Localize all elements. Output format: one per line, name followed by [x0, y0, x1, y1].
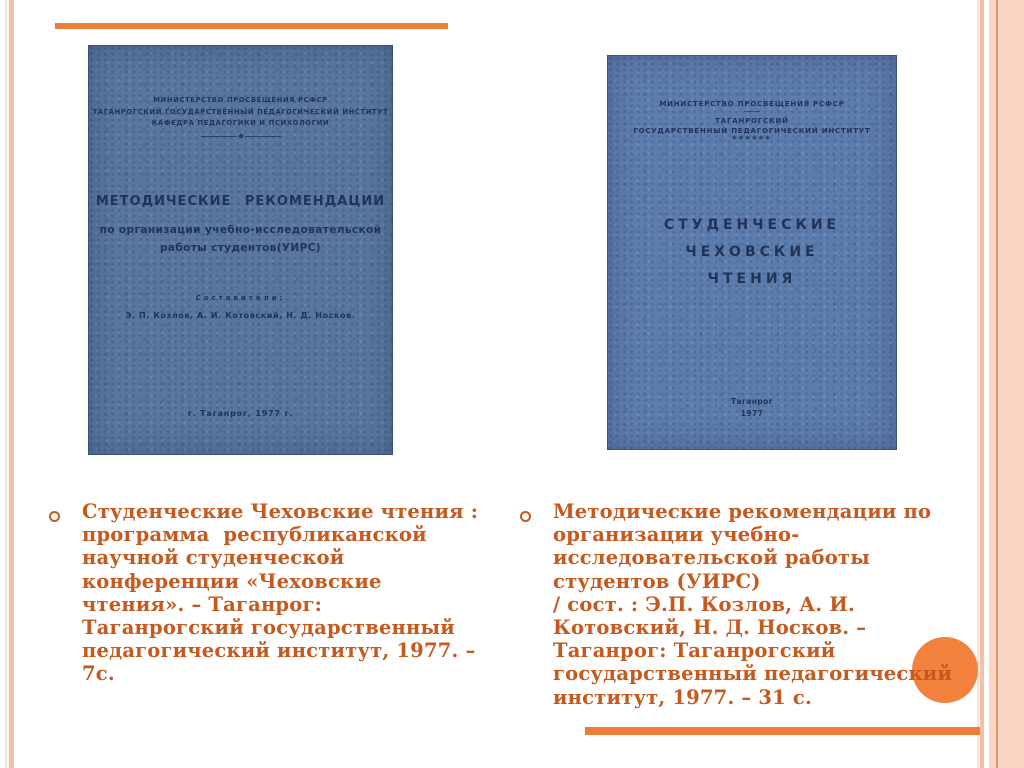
citation-line: программа республиканской	[82, 523, 427, 547]
top-accent-bar	[55, 23, 448, 29]
citation-line: Методические рекомендации по	[553, 500, 932, 523]
citation-line: Таганрогский государственный	[82, 616, 455, 640]
citation-right	[553, 500, 955, 709]
citation-line: конференции «Чеховские	[82, 569, 382, 593]
citation-line: Студенческие Чеховские чтения :	[82, 500, 479, 523]
cover-right-header-line: ТАГАНРОГСКИЙ	[715, 117, 789, 125]
citation-line: организации учебно-	[553, 523, 800, 547]
citation-line: студентов (УИРС)	[553, 569, 761, 593]
cover-right-stars: ******	[731, 135, 773, 145]
citation-line: Котовский, Н. Д. Носков. –	[553, 616, 867, 640]
cover-left-title: МЕТОДИЧЕСКИЕ РЕКОМЕНДАЦИИ	[95, 194, 386, 209]
citation-line: исследовательской работы	[553, 546, 870, 570]
citation-line: институт, 1977. – 31 с.	[553, 685, 812, 709]
cover-right-imprint-line: 1977	[740, 409, 764, 418]
cover-right-imprint	[607, 396, 897, 420]
cover-left-subtitle	[88, 221, 393, 257]
cover-left-header	[88, 95, 393, 130]
book-cover-right	[607, 55, 897, 450]
cover-left-header-line: ТАГАНРОГСКИЙ ГОСУДАРСТВЕННЫЙ ПЕДАГОГИЧЕСКИЙ ИНСТИТУТ	[92, 107, 389, 116]
right-edge-thin-line	[977, 0, 979, 768]
cover-right-title-line: ЧТЕНИЯ	[707, 271, 797, 287]
divider-line	[201, 136, 237, 137]
citation-line: педагогический институт, 1977. –	[82, 639, 476, 663]
cover-left-subtitle-line: по организации учебно-исследовательской	[99, 224, 382, 236]
cover-left-compilers-label: Составители:	[195, 294, 286, 302]
citation-line: государственный педагогический	[553, 662, 953, 686]
cover-right-title-line: СТУДЕНЧЕСКИЕ	[663, 217, 841, 233]
cover-left-subtitle-line: работы студентов(УИРС)	[159, 242, 322, 254]
left-edge-thin-line	[5, 0, 7, 768]
citation-line: научной студенческой	[82, 546, 345, 570]
left-edge-stripe	[9, 0, 14, 768]
citation-line: Таганрог: Таганрогский	[553, 639, 836, 663]
cover-right-title-line: ЧЕХОВСКИЕ	[685, 244, 819, 260]
cover-right-header-line: ГОСУДАРСТВЕННЫЙ ПЕДАГОГИЧЕСКИЙ ИНСТИТУТ	[633, 127, 871, 135]
cover-right-header-line: МИНИСТЕРСТВО ПРОСВЕЩЕНИЯ РСФСР	[659, 100, 845, 108]
book-cover-left	[88, 45, 393, 455]
cover-left-compilers: Э. П. Козлов, А. И. Котовский, Н. Д. Носков.	[125, 311, 356, 320]
cover-left-imprint: г. Таганрог, 1977 г.	[187, 409, 294, 418]
citation-left	[82, 500, 479, 686]
bullet-icon	[49, 511, 60, 522]
right-edge-stripe	[980, 0, 984, 768]
citation-line: чтения». – Таганрог:	[82, 592, 322, 616]
diamond-icon	[238, 133, 244, 139]
cover-right-small-rule	[744, 111, 760, 112]
bottom-accent-bar	[585, 727, 983, 735]
citation-line: 7с.	[82, 662, 115, 686]
citation-line: / сост. : Э.П. Козлов, А. И.	[553, 592, 855, 616]
right-edge-band	[989, 0, 1024, 768]
cover-left-divider	[88, 134, 393, 138]
right-edge-band-inner-line	[996, 0, 998, 768]
bullet-icon	[520, 511, 531, 522]
cover-right-imprint-line: Таганрог	[731, 397, 773, 406]
cover-right-title	[607, 212, 897, 293]
divider-line	[245, 136, 281, 137]
cover-left-header-line: КАФЕДРА ПЕДАГОГИКИ И ПСИХОЛОГИИ	[151, 119, 330, 127]
cover-left-header-line: МИНИСТЕРСТВО ПРОСВЕЩЕНИЯ РСФСР	[153, 96, 328, 104]
